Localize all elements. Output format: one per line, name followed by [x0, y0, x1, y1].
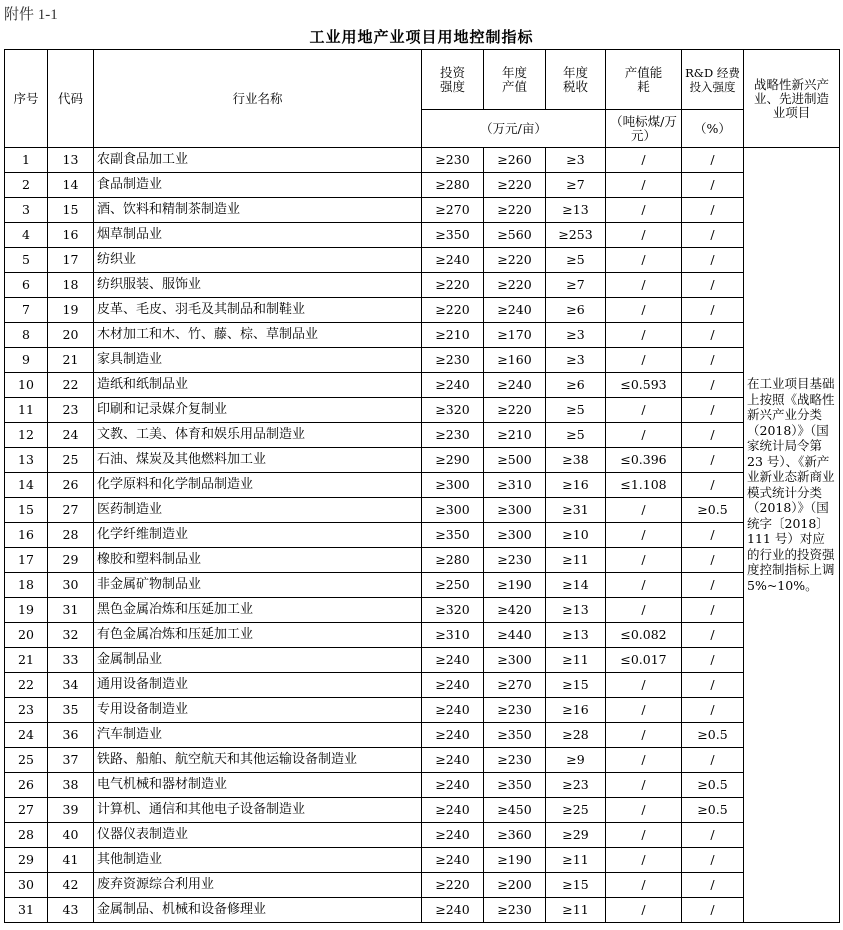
row-rd: / — [682, 898, 744, 923]
table-row — [5, 823, 840, 848]
row-rd: / — [682, 323, 744, 348]
row-investment: ≥300 — [422, 473, 484, 498]
header-rd: R&D 经费投入强度 — [682, 50, 744, 110]
row-rd: / — [682, 748, 744, 773]
page-title: 工业用地产业项目用地控制指标 — [309, 28, 534, 46]
row-tax: ≥16 — [546, 698, 606, 723]
row-industry-name: 家具制造业 — [94, 348, 422, 373]
row-code: 43 — [48, 898, 94, 923]
row-output: ≥350 — [484, 773, 546, 798]
row-rd: / — [682, 223, 744, 248]
row-code: 23 — [48, 398, 94, 423]
row-tax: ≥11 — [546, 548, 606, 573]
row-tax: ≥29 — [546, 823, 606, 848]
table-row — [5, 898, 840, 923]
table-row — [5, 348, 840, 373]
row-code: 15 — [48, 198, 94, 223]
row-industry-name: 其他制造业 — [94, 848, 422, 873]
table-row — [5, 173, 840, 198]
row-industry-name: 烟草制品业 — [94, 223, 422, 248]
row-rd: / — [682, 673, 744, 698]
row-output: ≥240 — [484, 298, 546, 323]
row-energy: / — [606, 848, 682, 873]
row-output: ≥210 — [484, 423, 546, 448]
row-industry-name: 皮革、毛皮、羽毛及其制品和制鞋业 — [94, 298, 422, 323]
row-energy: / — [606, 548, 682, 573]
row-output: ≥350 — [484, 723, 546, 748]
row-investment: ≥240 — [422, 748, 484, 773]
row-energy: / — [606, 773, 682, 798]
row-seq: 28 — [5, 823, 48, 848]
row-seq: 11 — [5, 398, 48, 423]
row-output: ≥310 — [484, 473, 546, 498]
row-industry-name: 食品制造业 — [94, 173, 422, 198]
row-code: 40 — [48, 823, 94, 848]
row-code: 29 — [48, 548, 94, 573]
row-rd: / — [682, 173, 744, 198]
row-industry-name: 铁路、船舶、航空航天和其他运输设备制造业 — [94, 748, 422, 773]
row-rd: ≥0.5 — [682, 798, 744, 823]
table-row — [5, 298, 840, 323]
header-tax: 年度税收 — [546, 50, 606, 110]
row-code: 31 — [48, 598, 94, 623]
row-energy: / — [606, 723, 682, 748]
row-investment: ≥240 — [422, 823, 484, 848]
row-industry-name: 文教、工美、体育和娱乐用品制造业 — [94, 423, 422, 448]
row-output: ≥170 — [484, 323, 546, 348]
row-output: ≥190 — [484, 848, 546, 873]
row-energy: / — [606, 223, 682, 248]
row-industry-name: 纺织服装、服饰业 — [94, 273, 422, 298]
row-rd: / — [682, 298, 744, 323]
row-code: 16 — [48, 223, 94, 248]
table-row — [5, 873, 840, 898]
row-tax: ≥9 — [546, 748, 606, 773]
row-energy: / — [606, 298, 682, 323]
row-code: 30 — [48, 573, 94, 598]
row-seq: 22 — [5, 673, 48, 698]
row-rd: / — [682, 823, 744, 848]
table-row — [5, 748, 840, 773]
row-industry-name: 纺织业 — [94, 248, 422, 273]
row-industry-name: 黑色金属冶炼和压延加工业 — [94, 598, 422, 623]
table-row — [5, 598, 840, 623]
row-investment: ≥300 — [422, 498, 484, 523]
row-energy: / — [606, 573, 682, 598]
row-tax: ≥5 — [546, 423, 606, 448]
row-investment: ≥290 — [422, 448, 484, 473]
row-output: ≥500 — [484, 448, 546, 473]
row-investment: ≥220 — [422, 273, 484, 298]
row-tax: ≥15 — [546, 673, 606, 698]
row-investment: ≥310 — [422, 623, 484, 648]
row-tax: ≥13 — [546, 198, 606, 223]
row-investment: ≥240 — [422, 848, 484, 873]
row-rd: / — [682, 198, 744, 223]
row-code: 28 — [48, 523, 94, 548]
row-tax: ≥31 — [546, 498, 606, 523]
table-row — [5, 223, 840, 248]
table-row — [5, 273, 840, 298]
row-industry-name: 酒、饮料和精制茶制造业 — [94, 198, 422, 223]
row-seq: 13 — [5, 448, 48, 473]
row-rd: / — [682, 448, 744, 473]
table-row — [5, 248, 840, 273]
row-investment: ≥240 — [422, 648, 484, 673]
row-code: 32 — [48, 623, 94, 648]
row-investment: ≥220 — [422, 298, 484, 323]
row-industry-name: 金属制品、机械和设备修理业 — [94, 898, 422, 923]
row-tax: ≥25 — [546, 798, 606, 823]
row-investment: ≥240 — [422, 773, 484, 798]
row-output: ≥300 — [484, 498, 546, 523]
table-row — [5, 448, 840, 473]
row-energy: / — [606, 673, 682, 698]
row-rd: / — [682, 648, 744, 673]
row-output: ≥440 — [484, 623, 546, 648]
row-tax: ≥6 — [546, 298, 606, 323]
row-tax: ≥28 — [546, 723, 606, 748]
row-code: 25 — [48, 448, 94, 473]
row-energy: / — [606, 598, 682, 623]
row-tax: ≥3 — [546, 348, 606, 373]
row-tax: ≥5 — [546, 398, 606, 423]
row-rd: / — [682, 273, 744, 298]
table-row — [5, 573, 840, 598]
row-tax: ≥10 — [546, 523, 606, 548]
row-tax: ≥253 — [546, 223, 606, 248]
row-seq: 9 — [5, 348, 48, 373]
row-investment: ≥280 — [422, 548, 484, 573]
header-energy: 产值能耗 — [606, 50, 682, 110]
row-investment: ≥230 — [422, 348, 484, 373]
row-rd: / — [682, 873, 744, 898]
strategic-note: 在工业项目基础上按照《战略性新兴产业分类（2018）》（国家统计局令第 23 号）、《新产业新业态新商业模式统计分类（2018）》（国统字〔2018〕111 号）对应的行业的投资强度控制指标上调 5%~10%。 — [744, 148, 840, 923]
row-output: ≥270 — [484, 673, 546, 698]
row-code: 33 — [48, 648, 94, 673]
row-rd: / — [682, 398, 744, 423]
row-code: 20 — [48, 323, 94, 348]
header-unit-money: （万元/亩） — [422, 110, 606, 148]
row-investment: ≥350 — [422, 523, 484, 548]
row-investment: ≥240 — [422, 798, 484, 823]
row-rd: / — [682, 698, 744, 723]
table-row — [5, 323, 840, 348]
row-energy: ≤0.017 — [606, 648, 682, 673]
row-rd: / — [682, 573, 744, 598]
row-energy: ≤0.396 — [606, 448, 682, 473]
table-row — [5, 723, 840, 748]
row-industry-name: 造纸和纸制品业 — [94, 373, 422, 398]
table-row — [5, 498, 840, 523]
row-tax: ≥38 — [546, 448, 606, 473]
row-rd: / — [682, 348, 744, 373]
row-rd: / — [682, 373, 744, 398]
table-row — [5, 623, 840, 648]
row-industry-name: 废弃资源综合利用业 — [94, 873, 422, 898]
row-output: ≥560 — [484, 223, 546, 248]
row-tax: ≥13 — [546, 623, 606, 648]
row-seq: 26 — [5, 773, 48, 798]
row-energy: / — [606, 248, 682, 273]
header-industry: 行业名称 — [94, 50, 422, 148]
row-seq: 16 — [5, 523, 48, 548]
row-energy: / — [606, 798, 682, 823]
row-energy: / — [606, 873, 682, 898]
row-industry-name: 通用设备制造业 — [94, 673, 422, 698]
row-code: 19 — [48, 298, 94, 323]
row-energy: / — [606, 173, 682, 198]
row-output: ≥230 — [484, 748, 546, 773]
row-rd: / — [682, 248, 744, 273]
row-rd: / — [682, 473, 744, 498]
row-tax: ≥11 — [546, 898, 606, 923]
row-code: 35 — [48, 698, 94, 723]
row-seq: 2 — [5, 173, 48, 198]
row-code: 41 — [48, 848, 94, 873]
row-output: ≥190 — [484, 573, 546, 598]
table-row — [5, 148, 840, 173]
row-investment: ≥270 — [422, 198, 484, 223]
row-energy: / — [606, 323, 682, 348]
row-rd: / — [682, 523, 744, 548]
row-seq: 8 — [5, 323, 48, 348]
row-output: ≥260 — [484, 148, 546, 173]
header-seq: 序号 — [5, 50, 48, 148]
row-tax: ≥7 — [546, 173, 606, 198]
row-seq: 24 — [5, 723, 48, 748]
row-seq: 14 — [5, 473, 48, 498]
row-output: ≥220 — [484, 273, 546, 298]
row-seq: 15 — [5, 498, 48, 523]
row-tax: ≥13 — [546, 598, 606, 623]
row-energy: / — [606, 398, 682, 423]
row-investment: ≥220 — [422, 873, 484, 898]
header-unit-rd: （%） — [682, 110, 744, 148]
row-energy: / — [606, 423, 682, 448]
row-code: 42 — [48, 873, 94, 898]
table-row — [5, 673, 840, 698]
row-industry-name: 有色金属冶炼和压延加工业 — [94, 623, 422, 648]
table-row — [5, 698, 840, 723]
row-tax: ≥11 — [546, 848, 606, 873]
row-rd: / — [682, 623, 744, 648]
row-rd: ≥0.5 — [682, 773, 744, 798]
row-energy: / — [606, 498, 682, 523]
row-industry-name: 农副食品加工业 — [94, 148, 422, 173]
row-rd: / — [682, 423, 744, 448]
row-output: ≥220 — [484, 248, 546, 273]
row-rd: / — [682, 848, 744, 873]
row-industry-name: 计算机、通信和其他电子设备制造业 — [94, 798, 422, 823]
row-energy: / — [606, 148, 682, 173]
row-energy: ≤0.082 — [606, 623, 682, 648]
land-control-table — [4, 49, 840, 923]
table-row — [5, 473, 840, 498]
row-code: 22 — [48, 373, 94, 398]
row-investment: ≥320 — [422, 598, 484, 623]
row-seq: 19 — [5, 598, 48, 623]
row-investment: ≥280 — [422, 173, 484, 198]
row-tax: ≥16 — [546, 473, 606, 498]
row-output: ≥300 — [484, 523, 546, 548]
row-industry-name: 印刷和记录媒介复制业 — [94, 398, 422, 423]
row-code: 17 — [48, 248, 94, 273]
header-code: 代码 — [48, 50, 94, 148]
row-output: ≥220 — [484, 398, 546, 423]
row-rd: / — [682, 598, 744, 623]
attachment-label: 附件 1-1 — [4, 7, 58, 23]
row-output: ≥360 — [484, 823, 546, 848]
row-code: 34 — [48, 673, 94, 698]
row-code: 36 — [48, 723, 94, 748]
row-output: ≥450 — [484, 798, 546, 823]
row-output: ≥160 — [484, 348, 546, 373]
row-energy: / — [606, 748, 682, 773]
row-investment: ≥240 — [422, 373, 484, 398]
row-rd: ≥0.5 — [682, 723, 744, 748]
row-seq: 20 — [5, 623, 48, 648]
row-seq: 23 — [5, 698, 48, 723]
row-industry-name: 石油、煤炭及其他燃料加工业 — [94, 448, 422, 473]
row-investment: ≥320 — [422, 398, 484, 423]
row-tax: ≥11 — [546, 648, 606, 673]
row-industry-name: 化学原料和化学制品制造业 — [94, 473, 422, 498]
row-investment: ≥230 — [422, 148, 484, 173]
row-energy: / — [606, 698, 682, 723]
row-output: ≥200 — [484, 873, 546, 898]
row-seq: 3 — [5, 198, 48, 223]
row-rd: / — [682, 548, 744, 573]
row-seq: 1 — [5, 148, 48, 173]
table-row — [5, 373, 840, 398]
row-code: 26 — [48, 473, 94, 498]
header-output: 年度产值 — [484, 50, 546, 110]
row-seq: 4 — [5, 223, 48, 248]
row-output: ≥300 — [484, 648, 546, 673]
row-seq: 10 — [5, 373, 48, 398]
table-row — [5, 198, 840, 223]
row-industry-name: 医药制造业 — [94, 498, 422, 523]
table-row — [5, 848, 840, 873]
row-seq: 29 — [5, 848, 48, 873]
row-seq: 12 — [5, 423, 48, 448]
row-output: ≥230 — [484, 698, 546, 723]
row-output: ≥230 — [484, 548, 546, 573]
row-tax: ≥15 — [546, 873, 606, 898]
row-industry-name: 化学纤维制造业 — [94, 523, 422, 548]
row-energy: / — [606, 348, 682, 373]
row-investment: ≥350 — [422, 223, 484, 248]
row-seq: 7 — [5, 298, 48, 323]
header-investment: 投资强度 — [422, 50, 484, 110]
row-investment: ≥210 — [422, 323, 484, 348]
row-industry-name: 金属制品业 — [94, 648, 422, 673]
row-investment: ≥240 — [422, 898, 484, 923]
row-output: ≥420 — [484, 598, 546, 623]
row-investment: ≥230 — [422, 423, 484, 448]
row-code: 38 — [48, 773, 94, 798]
row-industry-name: 橡胶和塑料制品业 — [94, 548, 422, 573]
header-strategic: 战略性新兴产业、先进制造业项目 — [744, 50, 840, 148]
row-investment: ≥240 — [422, 248, 484, 273]
row-code: 14 — [48, 173, 94, 198]
row-investment: ≥240 — [422, 673, 484, 698]
row-seq: 18 — [5, 573, 48, 598]
row-investment: ≥250 — [422, 573, 484, 598]
row-seq: 17 — [5, 548, 48, 573]
row-rd: / — [682, 148, 744, 173]
row-seq: 30 — [5, 873, 48, 898]
row-tax: ≥3 — [546, 148, 606, 173]
row-tax: ≥14 — [546, 573, 606, 598]
row-investment: ≥240 — [422, 723, 484, 748]
row-energy: / — [606, 523, 682, 548]
row-code: 37 — [48, 748, 94, 773]
row-industry-name: 木材加工和木、竹、藤、棕、草制品业 — [94, 323, 422, 348]
table-row — [5, 798, 840, 823]
header-unit-energy: （吨标煤/万元） — [606, 110, 682, 148]
row-seq: 6 — [5, 273, 48, 298]
row-tax: ≥7 — [546, 273, 606, 298]
row-investment: ≥240 — [422, 698, 484, 723]
row-output: ≥220 — [484, 173, 546, 198]
row-tax: ≥3 — [546, 323, 606, 348]
row-industry-name: 汽车制造业 — [94, 723, 422, 748]
row-code: 18 — [48, 273, 94, 298]
row-seq: 21 — [5, 648, 48, 673]
row-code: 21 — [48, 348, 94, 373]
row-energy: / — [606, 273, 682, 298]
row-output: ≥220 — [484, 198, 546, 223]
row-code: 39 — [48, 798, 94, 823]
row-code: 13 — [48, 148, 94, 173]
row-rd: ≥0.5 — [682, 498, 744, 523]
row-output: ≥240 — [484, 373, 546, 398]
row-industry-name: 专用设备制造业 — [94, 698, 422, 723]
row-industry-name: 电气机械和器材制造业 — [94, 773, 422, 798]
row-tax: ≥5 — [546, 248, 606, 273]
row-energy: / — [606, 898, 682, 923]
row-energy: / — [606, 198, 682, 223]
row-seq: 31 — [5, 898, 48, 923]
row-seq: 5 — [5, 248, 48, 273]
row-energy: ≤1.108 — [606, 473, 682, 498]
table-row — [5, 423, 840, 448]
table-row — [5, 773, 840, 798]
table-row — [5, 548, 840, 573]
row-tax: ≥23 — [546, 773, 606, 798]
row-energy: / — [606, 823, 682, 848]
table-row — [5, 523, 840, 548]
table-body — [5, 148, 840, 923]
row-output: ≥230 — [484, 898, 546, 923]
row-industry-name: 非金属矿物制品业 — [94, 573, 422, 598]
row-code: 27 — [48, 498, 94, 523]
row-industry-name: 仪器仪表制造业 — [94, 823, 422, 848]
row-code: 24 — [48, 423, 94, 448]
row-seq: 27 — [5, 798, 48, 823]
table-row — [5, 398, 840, 423]
row-seq: 25 — [5, 748, 48, 773]
row-tax: ≥6 — [546, 373, 606, 398]
table-row — [5, 648, 840, 673]
row-energy: ≤0.593 — [606, 373, 682, 398]
